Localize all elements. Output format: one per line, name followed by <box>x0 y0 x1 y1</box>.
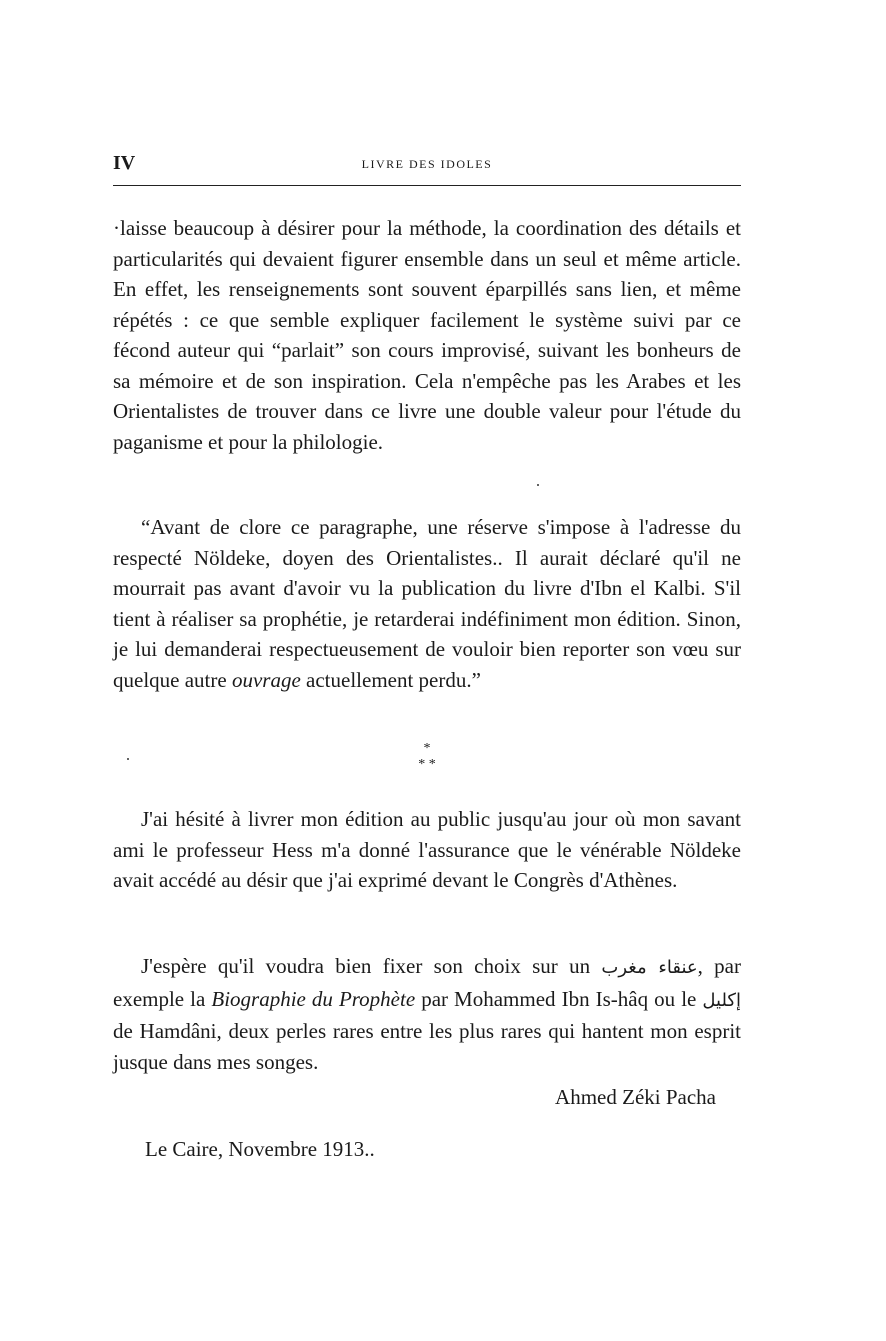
running-head: LIVRE DES IDOLES <box>361 157 493 171</box>
hope-text-3: par Mohammed Ibn Is-hâq ou le <box>415 986 703 1011</box>
hope-text-1: J'espère qu'il voudra bien fixer son choix sur un <box>141 954 602 978</box>
author-signature: Ahmed Zéki Pacha <box>555 1085 716 1109</box>
paragraph-quotation <box>113 512 741 695</box>
hope-text-4: de Hamdâni, deux perles rares entre les plus rares qui hantent mon esprit jusque dans mes songes. <box>113 1019 741 1074</box>
ornament-asterisks-bottom: * * <box>418 757 436 772</box>
quotation-text-end: actuellement perdu.” <box>300 667 481 692</box>
section-ornament <box>113 741 741 773</box>
page-number: IV <box>113 152 136 174</box>
arabic-phrase-anqa: عنقاء مغرب <box>601 957 698 978</box>
dateline: Le Caire, Novembre 1913.. <box>145 1137 375 1161</box>
hope-text-2: , par exemple la <box>113 954 741 1011</box>
quotation-italic-word: ouvrage <box>231 667 301 692</box>
arabic-word-iklil: إكليل <box>702 989 741 1011</box>
paragraph-hesitation: J'ai hésité à livrer mon édition au public jusqu'au jour où mon savant ami le professeur Hess m'a donné l'assurance que le vénérable Nöldeke avait accédé au désir que j'ai exprimé devant le Congrès d'Athènes. <box>113 807 741 892</box>
print-speck <box>537 484 539 486</box>
ornament-asterisk-top: * <box>423 741 431 756</box>
quotation-text-start: “Avant de clore ce paragraphe, une réserve s'impose à l'adresse du respecté Nöldeke, doyen des Orientalistes.. Il aurait déclaré qu'il ne mourrait pas avant d'avoir vu la publication du livre d'Ibn el Kalbi. S'il tient à réaliser sa prophétie, je retarderai indéfiniment mon édition. Sinon, je lui demanderai respectueusement de vouloir bien reporter son vœu sur quelque autre <box>113 515 741 692</box>
print-speck <box>127 758 129 760</box>
book-title-italic: Biographie du Prophète <box>211 986 416 1011</box>
header-rule <box>113 185 741 186</box>
page-header <box>113 152 741 186</box>
paragraph-hope <box>113 951 741 1077</box>
paragraph-continuation: ·laisse beaucoup à désirer pour la méthode, la coordination des détails et particularités qui devaient figurer ensemble dans un seul et même article. En effet, les renseignements sont souvent éparpillés sans lien, et même répétés : ce que semble expliquer facilement le système suivi par ce fécond auteur qui “parlait” son cours improvisé, suivant les bonheurs de sa mémoire et de son inspiration. Cela n'empêche pas les Arabes et les Orientalistes de trouver dans ce livre une double valeur pour l'étude du paganisme et pour la philologie. <box>113 216 741 454</box>
